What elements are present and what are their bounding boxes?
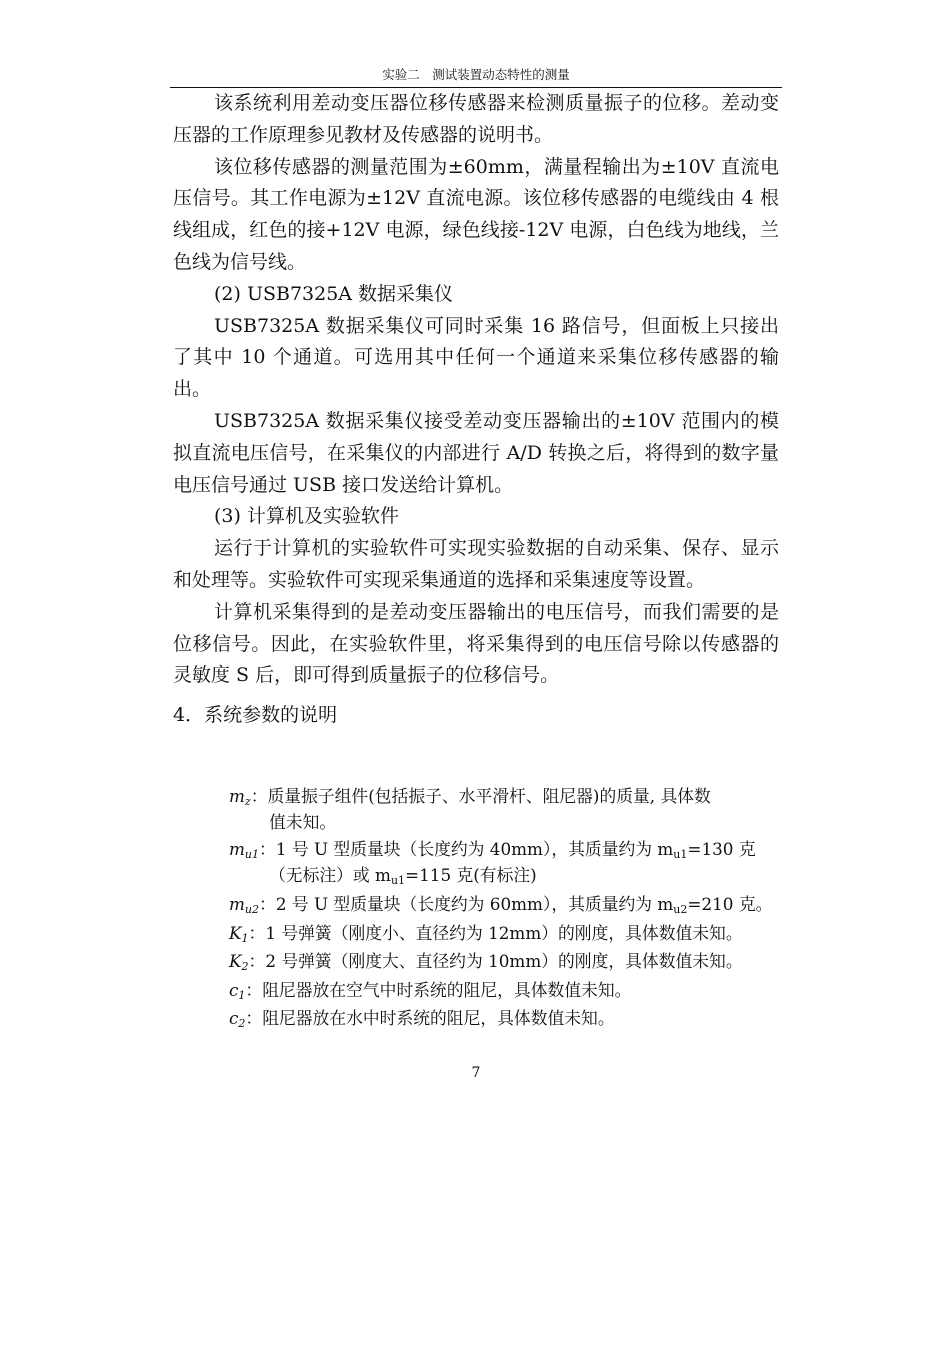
paragraph-daq-conversion: USB7325A 数据采集仪接受差动变压器输出的±10V 范围内的模拟直流电压信号，在采集仪的内部进行 A/D 转换之后，将得到的数字量电压信号通过 USB 接口发送给计算机。 — [173, 409, 779, 496]
param-symbol: $K_2$ — [229, 951, 249, 973]
param-desc: 1 号弹簧（刚度小、直径约为 12mm）的刚度，具体数值未知。 — [265, 922, 743, 943]
subheading-daq: (2) USB7325A 数据采集仪 — [214, 282, 454, 305]
param-symbol: $K_1$ — [229, 922, 249, 945]
param-symbol: $m_{u2}$ — [229, 894, 260, 916]
param-mz: $m_z$：质量振子组件(包括振子、水平滑杆、阻尼器)的质量, 具体数 值未知。 — [229, 786, 711, 832]
param-desc-cont: （无标注）或 $m_{u1}=115$ 克(有标注) — [269, 864, 537, 887]
paragraph-sensor-principle: 该系统利用差动变压器位移传感器来检测质量振子的位移。差动变压器的工作原理参见教材及传感器的说明书。 — [173, 92, 779, 146]
section-heading-params: 4．系统参数的说明 — [173, 704, 338, 727]
param-symbol: $c_2$ — [229, 1008, 246, 1030]
page-number: 7 — [471, 1065, 481, 1081]
param-mu1: $m_{u1}$：1 号 U 型质量块（长度约为 40mm），其质量约为 $m_{u1}=130$ 克 （无标注）或 $m_{u1}=115$ 克(有标注) — [229, 839, 756, 887]
param-desc: 2 号弹簧（刚度大、直径约为 10mm）的刚度，具体数值未知。 — [265, 951, 743, 971]
subheading-software: (3) 计算机及实验软件 — [214, 505, 399, 528]
paragraph-sensor-range: 该位移传感器的测量范围为±60mm，满量程输出为±10V 直流电压信号。其工作电源为±12V 直流电源。该位移传感器的电缆线由 4 根线组成，红色的接+12V 电源，绿色线接-12V 电源，白色线为地线，兰色线为信号线。 — [173, 155, 779, 273]
param-desc: 1 号 U 型质量块（长度约为 40mm），其质量约为 $m_{u1}=130$ 克 — [275, 839, 756, 861]
param-k2: $K_2$：2 号弹簧（刚度大、直径约为 10mm）的刚度，具体数值未知。 — [229, 951, 743, 973]
param-k1: $K_1$：1 号弹簧（刚度小、直径约为 12mm）的刚度，具体数值未知。 — [229, 922, 743, 945]
paragraph-software-functions: 运行于计算机的实验软件可实现实验数据的自动采集、保存、显示和处理等。实验软件可实现采集通道的选择和采集速度等设置。 — [173, 537, 779, 591]
paragraph-displacement-signal: 计算机采集得到的是差动变压器输出的电压信号，而我们需要的是位移信号。因此，在实验软件里，将采集得到的电压信号除以传感器的灵敏度 S 后，即可得到质量振子的位移信号。 — [173, 600, 779, 687]
param-c2: $c_2$：阻尼器放在水中时系统的阻尼，具体数值未知。 — [229, 1008, 615, 1030]
param-c1: $c_1$：阻尼器放在空气中时系统的阻尼，具体数值未知。 — [229, 979, 632, 1002]
param-symbol: $m_{u1}$ — [229, 839, 260, 861]
param-desc: 2 号 U 型质量块（长度约为 60mm），其质量约为 $m_{u2}=210$ 克。 — [275, 894, 773, 916]
param-symbol: $m_z$ — [229, 786, 251, 808]
param-mu2: $m_{u2}$：2 号 U 型质量块（长度约为 60mm），其质量约为 $m_{u2}=210$ 克。 — [229, 894, 773, 916]
paragraph-daq-channels: USB7325A 数据采集仪可同时采集 16 路信号，但面板上只接出了其中 10 个通道。可选用其中任何一个通道来采集位移传感器的输出。 — [173, 314, 779, 401]
param-symbol: $c_1$ — [229, 979, 246, 1002]
param-desc: 阻尼器放在水中时系统的阻尼，具体数值未知。 — [262, 1008, 615, 1028]
param-desc-cont: 值未知。 — [269, 811, 337, 832]
param-desc: 质量振子组件(包括振子、水平滑杆、阻尼器)的质量, 具体数 — [267, 786, 711, 806]
running-header: 实验二 测试装置动态特性的测量 — [382, 67, 570, 82]
body-text — [173, 88, 779, 732]
param-desc: 阻尼器放在空气中时系统的阻尼，具体数值未知。 — [262, 979, 632, 1000]
parameter-list — [229, 784, 784, 1033]
